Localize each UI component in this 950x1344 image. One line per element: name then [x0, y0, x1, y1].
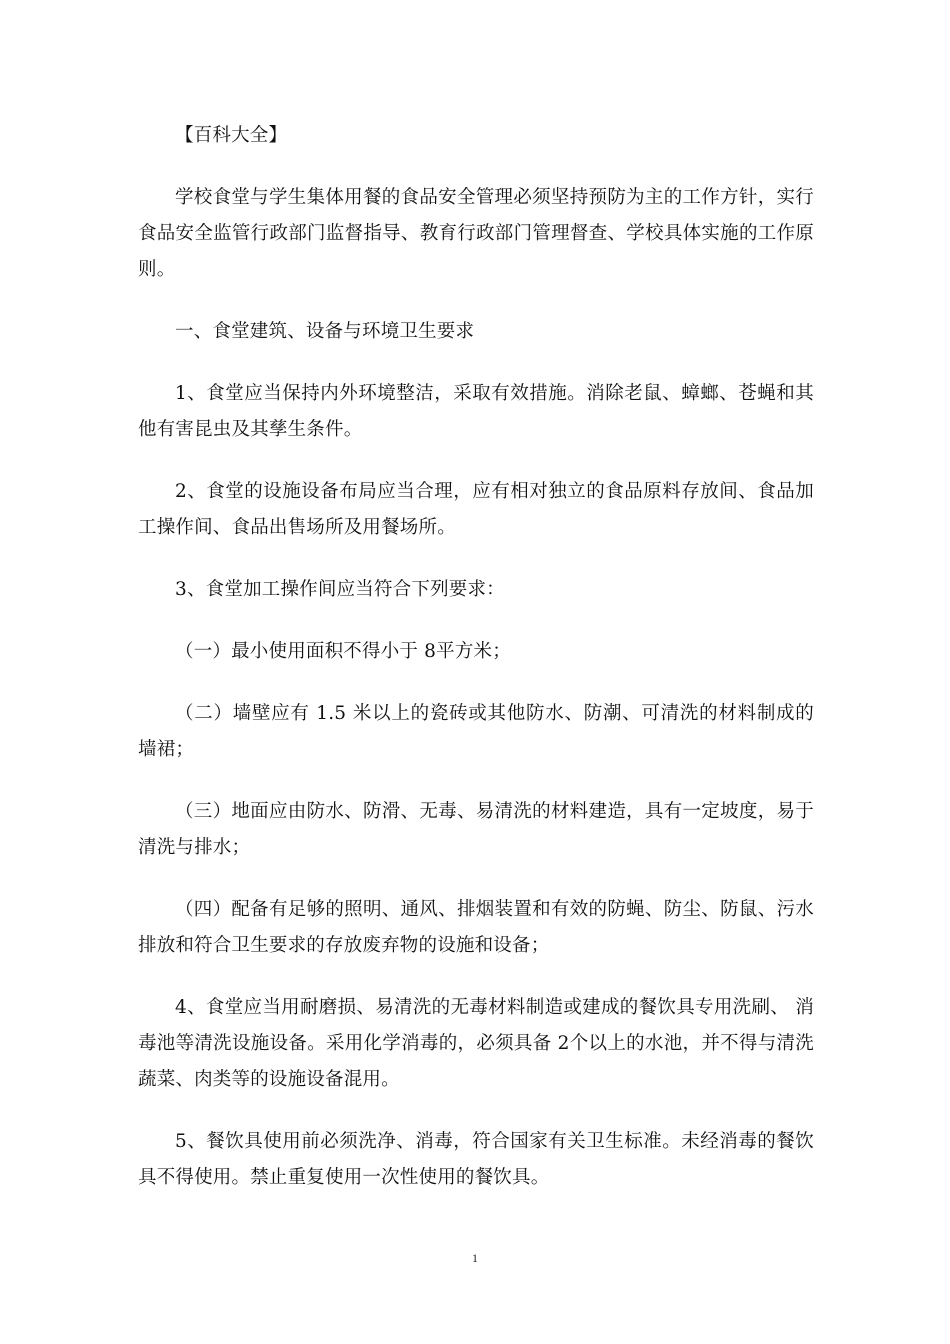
item-4-paragraph: 4、食堂应当用耐磨损、易清洗的无毒材料制造或建成的餐饮具专用洗刷、 消毒池等清洗设施设备。采用化学消毒的，必须具备 2个以上的水池，并不得与清洗蔬菜、肉类等的设施设备混用。 [138, 997, 814, 1090]
document-body [138, 118, 814, 1222]
sub-item-2-paragraph: （二）墙壁应有 1.5 米以上的瓷砖或其他防水、防潮、可清洗的材料制成的墙裙； [138, 703, 814, 760]
page-number: 1 [472, 1251, 478, 1265]
item-3-paragraph: 3、食堂加工操作间应当符合下列要求： [175, 579, 505, 600]
item-1-paragraph: 1、食堂应当保持内外环境整洁，采取有效措施。消除老鼠、蟑螂、苍蝇和其他有害昆虫及其孳生条件。 [138, 383, 814, 440]
item-5-paragraph: 5、餐饮具使用前必须洗净、消毒，符合国家有关卫生标准。未经消毒的餐饮具不得使用。禁止重复使用一次性使用的餐饮具。 [138, 1131, 814, 1188]
source-tag: 【百科大全】 [175, 125, 288, 146]
section-heading: 一、食堂建筑、设备与环境卫生要求 [175, 321, 475, 342]
item-2-paragraph: 2、食堂的设施设备布局应当合理，应有相对独立的食品原料存放间、食品加工操作间、食品出售场所及用餐场所。 [138, 481, 814, 538]
sub-item-3-paragraph: （三）地面应由防水、防滑、无毒、易清洗的材料建造，具有一定坡度，易于清洗与排水； [138, 801, 814, 858]
intro-paragraph: 学校食堂与学生集体用餐的食品安全管理必须坚持预防为主的工作方针，实行食品安全监管行政部门监督指导、教育行政部门管理督查、学校具体实施的工作原则。 [138, 187, 814, 280]
sub-item-4-paragraph: （四）配备有足够的照明、通风、排烟装置和有效的防蝇、防尘、防鼠、污水排放和符合卫生要求的存放废弃物的设施和设备； [138, 899, 814, 956]
sub-item-1-paragraph: （一）最小使用面积不得小于 8平方米； [175, 641, 511, 662]
